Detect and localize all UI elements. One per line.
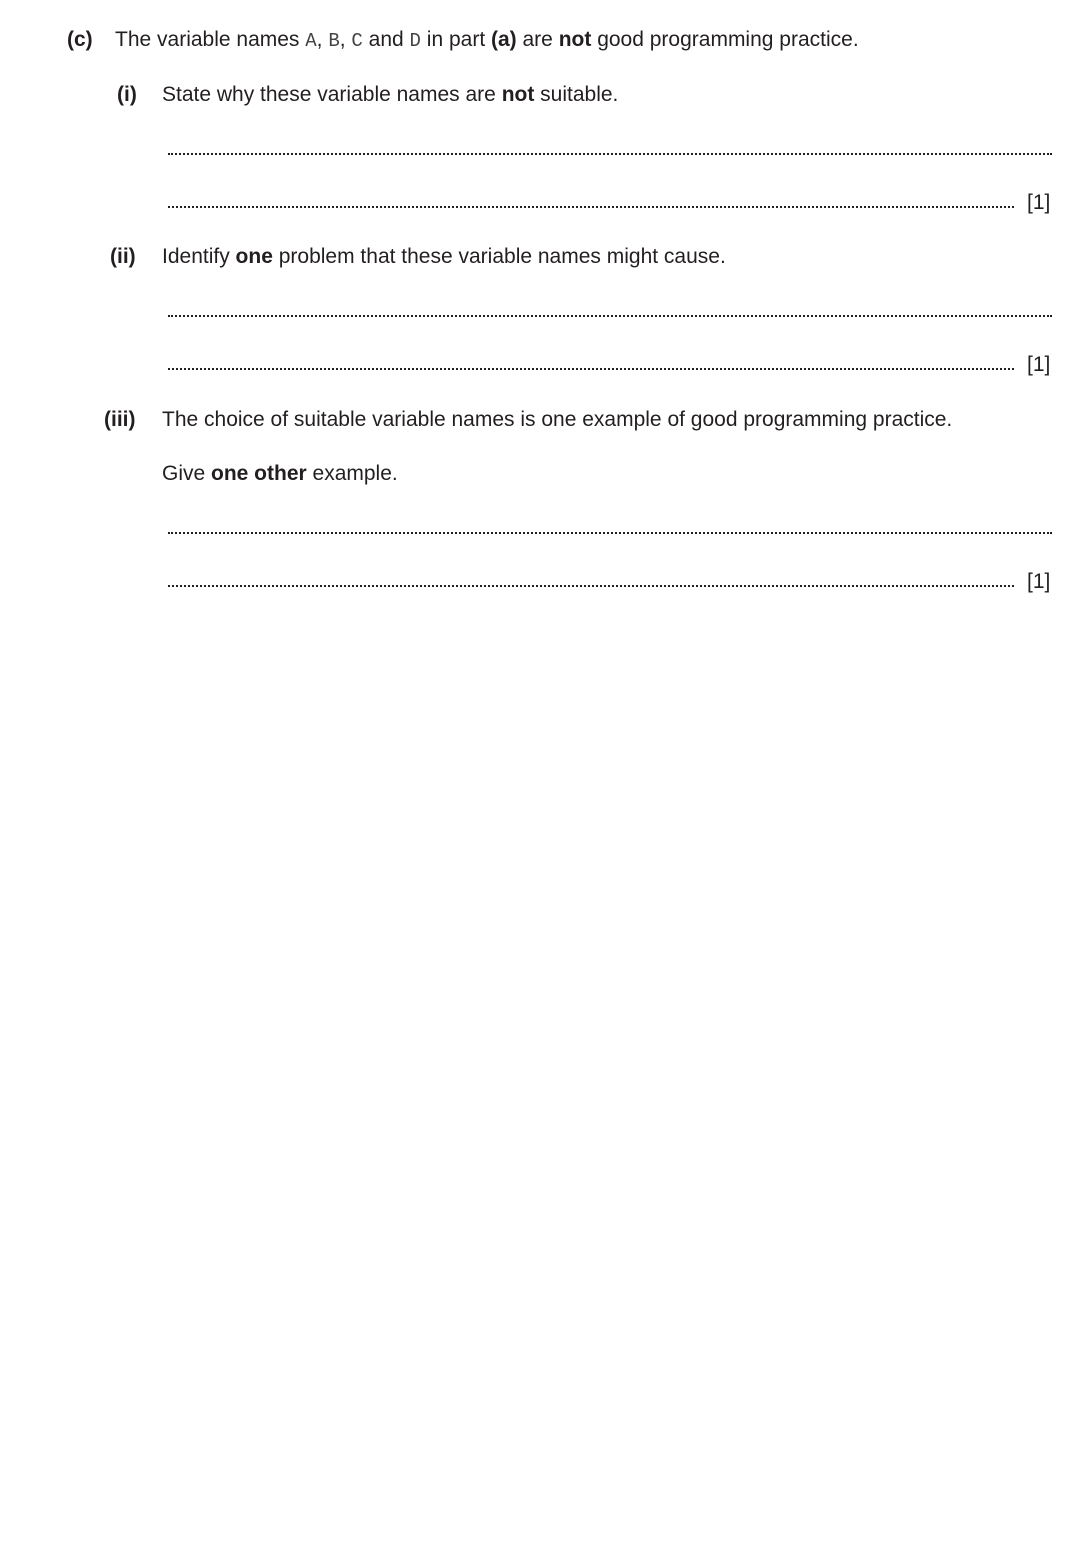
- question-iii-text: The choice of suitable variable names is one example of good programming practice.: [162, 408, 953, 431]
- question-i-text: State why these variable names are not suitable.: [162, 83, 619, 106]
- marks-iii: [1]: [1027, 570, 1051, 593]
- answer-line-ii-1[interactable]: [168, 315, 1052, 317]
- question-iii-label: (iii): [104, 408, 136, 431]
- answer-line-i-2[interactable]: [168, 206, 1014, 208]
- marks-i: [1]: [1027, 191, 1051, 214]
- answer-line-ii-2[interactable]: [168, 368, 1014, 370]
- question-c-text: The variable names A, B, C and D in part (a) are not good programming practice.: [115, 28, 859, 52]
- var-d: D: [409, 30, 421, 52]
- question-ii-text: Identify one problem that these variable names might cause.: [162, 245, 726, 268]
- var-c: C: [351, 30, 363, 52]
- var-b: B: [328, 30, 340, 52]
- question-i-label: (i): [117, 83, 137, 106]
- question-ii-label: (ii): [110, 245, 136, 268]
- answer-line-i-1[interactable]: [168, 153, 1052, 155]
- question-iii-prompt: Give one other example.: [162, 462, 398, 485]
- answer-line-iii-2[interactable]: [168, 585, 1014, 587]
- marks-ii: [1]: [1027, 353, 1051, 376]
- question-c-label: (c): [67, 28, 93, 51]
- answer-line-iii-1[interactable]: [168, 532, 1052, 534]
- var-a: A: [305, 30, 317, 52]
